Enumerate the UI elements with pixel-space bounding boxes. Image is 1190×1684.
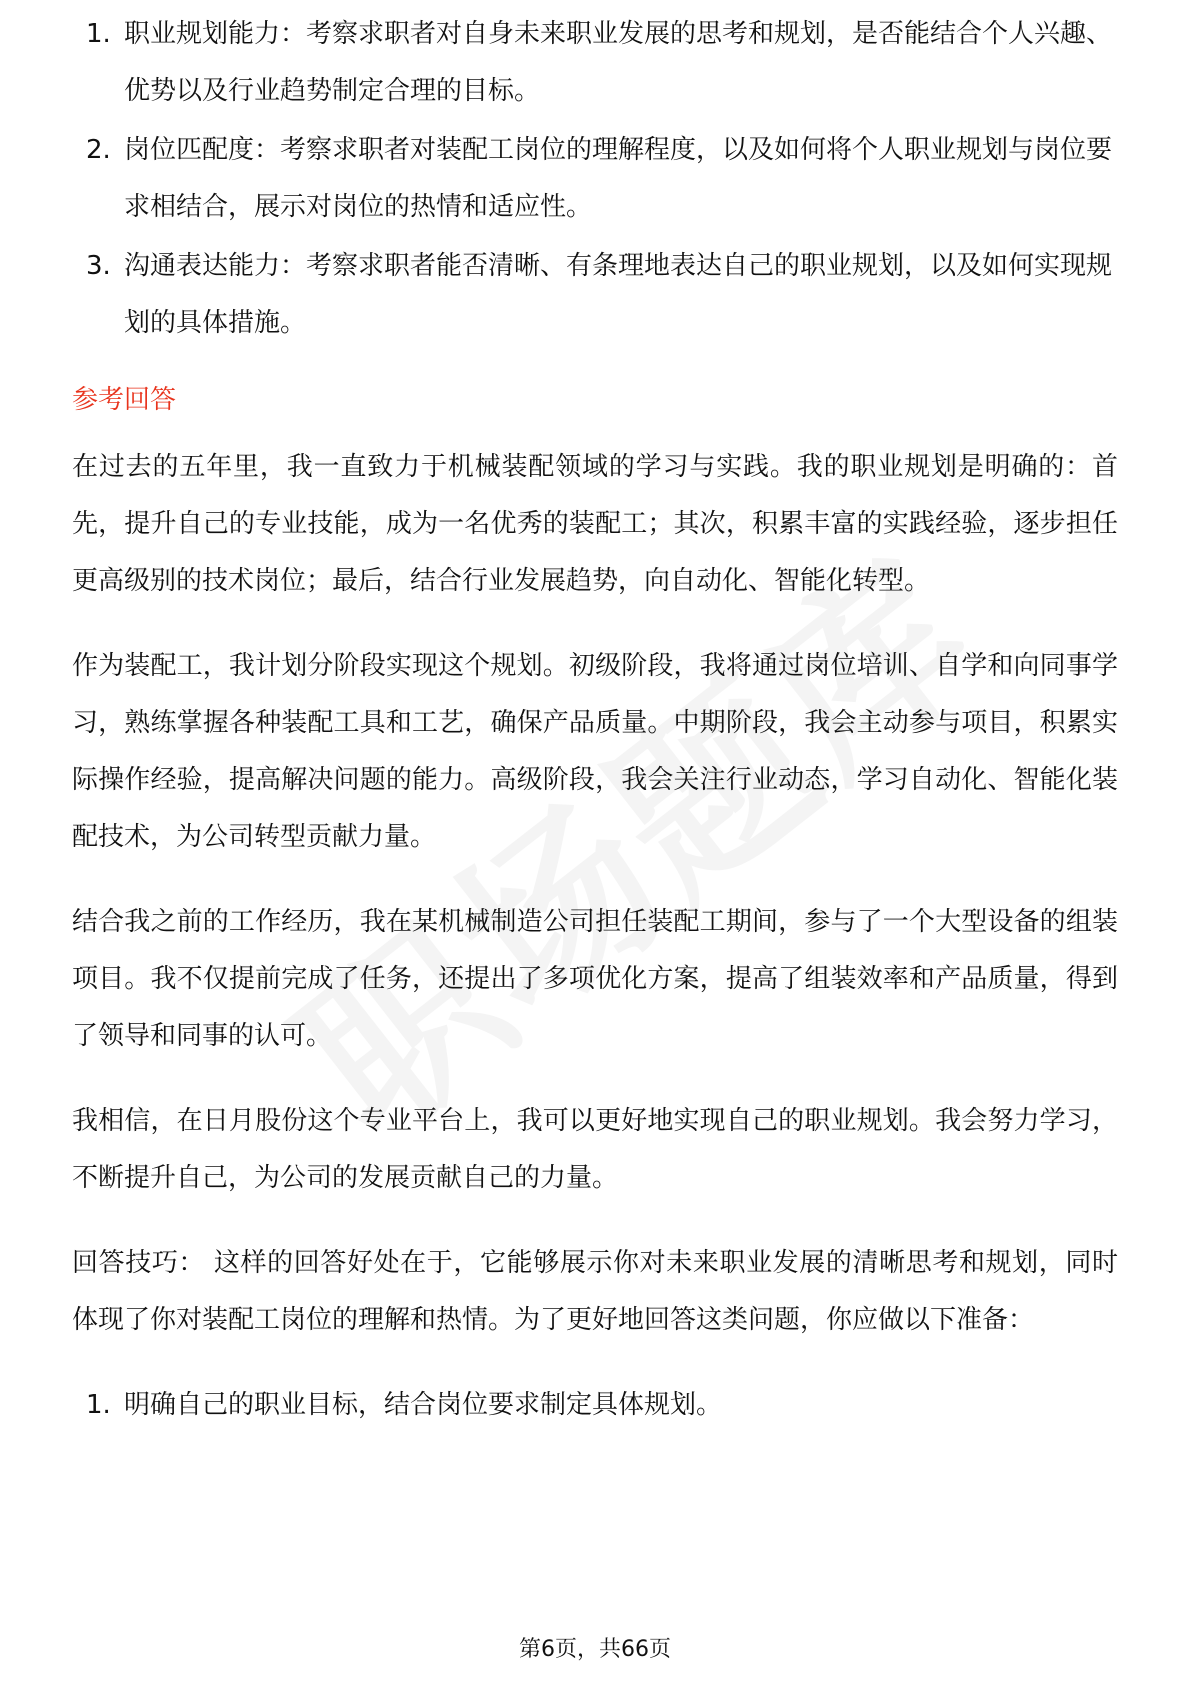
- answer-paragraph: 作为装配工，我计划分阶段实现这个规划。初级阶段，我将通过岗位培训、自学和向同事学习，熟练掌握各种装配工具和工艺，确保产品质量。中期阶段，我会主动参与项目，积累实际操作经验，提高解决问题的能力。高级阶段，我会关注行业动态，学习自动化、智能化装配技术，为公司转型贡献力量。: [72, 651, 1118, 852]
- list-item-text: 明确自己的职业目标，结合岗位要求制定具体规划。: [124, 1390, 723, 1420]
- list-item: [72, 1377, 1118, 1434]
- answer-paragraph: 结合我之前的工作经历，我在某机械制造公司担任装配工期间，参与了一个大型设备的组装项目。我不仅提前完成了任务，还提出了多项优化方案，提高了组装效率和产品质量，得到了领导和同事的认可。: [72, 907, 1118, 1051]
- list-number: 2.: [86, 135, 111, 165]
- section-title: 参考回答: [72, 385, 177, 415]
- answer-paragraph: 在过去的五年里，我一直致力于机械装配领域的学习与实践。我的职业规划是明确的：首先，提升自己的专业技能，成为一名优秀的装配工；其次，积累丰富的实践经验，逐步担任更高级别的技术岗位；最后，结合行业发展趋势，向自动化、智能化转型。: [72, 452, 1118, 596]
- page-footer: 第6页，共66页: [519, 1637, 671, 1662]
- criteria-list: [72, 6, 1118, 352]
- page-content: [72, 19, 1118, 1436]
- prep-list: [72, 1377, 1118, 1434]
- list-number: 3.: [86, 251, 111, 281]
- list-item: [72, 6, 1118, 120]
- list-item: [72, 122, 1118, 236]
- list-item-text: 岗位匹配度：考察求职者对装配工岗位的理解程度，以及如何将个人职业规划与岗位要求相结合，展示对岗位的热情和适应性。: [124, 135, 1113, 222]
- answer-paragraph: 我相信，在日月股份这个专业平台上，我可以更好地实现自己的职业规划。我会努力学习，不断提升自己，为公司的发展贡献自己的力量。: [72, 1106, 1118, 1193]
- list-item-text: 沟通表达能力：考察求职者能否清晰、有条理地表达自己的职业规划，以及如何实现规划的具体措施。: [124, 251, 1113, 338]
- tips-paragraph: 回答技巧： 这样的回答好处在于，它能够展示你对未来职业发展的清晰思考和规划，同时体现了你对装配工岗位的理解和热情。为了更好地回答这类问题，你应做以下准备：: [72, 1248, 1118, 1335]
- list-number: 1.: [86, 19, 111, 49]
- list-item: [72, 238, 1118, 352]
- list-number: 1.: [86, 1390, 111, 1420]
- list-item-text: 职业规划能力：考察求职者对自身未来职业发展的思考和规划，是否能结合个人兴趣、优势以及行业趋势制定合理的目标。: [124, 19, 1113, 106]
